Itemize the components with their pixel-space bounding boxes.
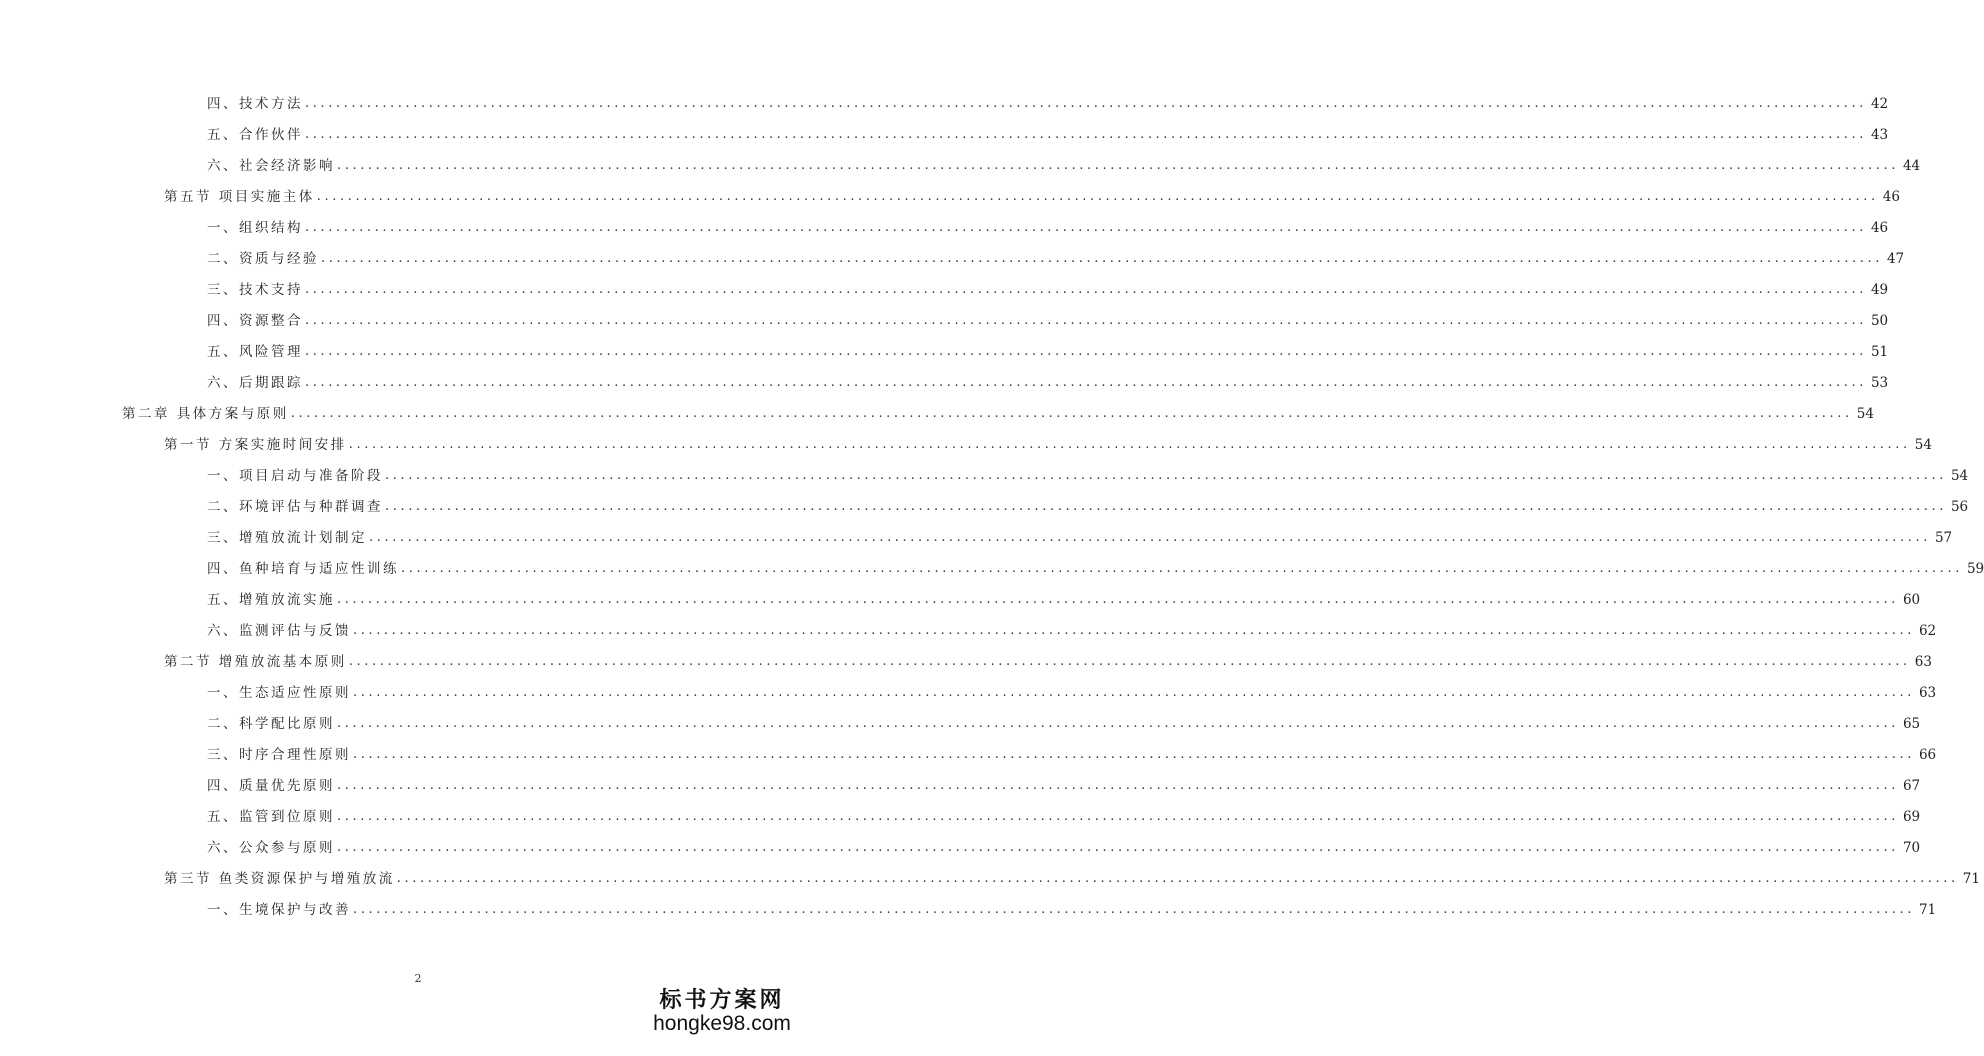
toc-entry-label: 第二节 增殖放流基本原则: [164, 654, 347, 670]
toc-entry-label: 一、项目启动与准备阶段: [207, 468, 383, 484]
watermark-logo: [642, 983, 802, 1036]
toc-entry[interactable]: [207, 586, 1921, 610]
toc-dot-leader: ..........................................................................................................................................................................................................: [353, 902, 1915, 917]
toc-entry-page: 43: [1870, 127, 1889, 143]
toc-entry-label: 四、鱼种培育与适应性训练: [207, 561, 399, 577]
toc-entry[interactable]: [207, 896, 1937, 920]
toc-entry[interactable]: [207, 834, 1921, 858]
toc-entry-page: 70: [1902, 840, 1921, 856]
toc-entry[interactable]: [207, 493, 1969, 517]
toc-entry-label: 五、风险管理: [207, 344, 303, 360]
toc-entry-label: 三、增殖放流计划制定: [207, 530, 367, 546]
toc-entry-label: 三、时序合理性原则: [207, 747, 351, 763]
toc-dot-leader: ..........................................................................................................................................................................................................: [337, 592, 1899, 607]
toc-dot-leader: ..........................................................................................................................................................................................................: [348, 437, 1911, 452]
toc-entry-label: 六、公众参与原则: [207, 840, 335, 856]
toc-dot-leader: ..........................................................................................................................................................................................................: [369, 530, 1931, 545]
toc-entry[interactable]: [207, 121, 1889, 145]
toc-entry-label: 第二章 具体方案与原则: [122, 406, 289, 422]
toc-entry[interactable]: [207, 245, 1905, 269]
toc-entry-page: 69: [1902, 809, 1921, 825]
toc-dot-leader: ..........................................................................................................................................................................................................: [337, 716, 1899, 731]
toc-entry-label: 五、合作伙伴: [207, 127, 303, 143]
toc-entry-page: 54: [1856, 406, 1874, 422]
toc-entry-page: 46: [1882, 189, 1900, 205]
toc-entry[interactable]: [207, 803, 1921, 827]
toc-entry-page: 53: [1870, 375, 1889, 391]
toc-entry-label: 六、社会经济影响: [207, 158, 335, 174]
toc-entry-label: 三、技术支持: [207, 282, 303, 298]
toc-entry-page: 51: [1870, 344, 1889, 360]
toc-entry[interactable]: [207, 524, 1953, 548]
toc-entry[interactable]: [164, 648, 1932, 672]
toc-dot-leader: ..........................................................................................................................................................................................................: [396, 871, 1959, 886]
toc-entry-page: 44: [1902, 158, 1921, 174]
toc-dot-leader: ..........................................................................................................................................................................................................: [305, 127, 1867, 142]
toc-entry-label: 一、生态适应性原则: [207, 685, 351, 701]
toc-entry[interactable]: [207, 462, 1969, 486]
toc-entry-page: 60: [1902, 592, 1921, 608]
toc-entry[interactable]: [207, 338, 1889, 362]
toc-dot-leader: ..........................................................................................................................................................................................................: [348, 654, 1911, 669]
toc-entry-label: 五、增殖放流实施: [207, 592, 335, 608]
toc-entry-label: 六、后期跟踪: [207, 375, 303, 391]
toc-dot-leader: ..........................................................................................................................................................................................................: [305, 282, 1867, 297]
toc-dot-leader: ..........................................................................................................................................................................................................: [385, 499, 1947, 514]
toc-dot-leader: ..........................................................................................................................................................................................................: [290, 406, 1853, 421]
toc-entry[interactable]: [207, 276, 1889, 300]
toc-entry-label: 六、监测评估与反馈: [207, 623, 351, 639]
toc-entry-page: 57: [1934, 530, 1953, 546]
toc-entry[interactable]: [207, 369, 1889, 393]
toc-entry-page: 49: [1870, 282, 1889, 298]
toc-entry-label: 二、科学配比原则: [207, 716, 335, 732]
toc-entry-label: 四、质量优先原则: [207, 778, 335, 794]
toc-entry-page: 63: [1914, 654, 1932, 670]
toc-entry-label: 四、资源整合: [207, 313, 303, 329]
toc-dot-leader: ..........................................................................................................................................................................................................: [305, 313, 1867, 328]
toc-entry[interactable]: [207, 710, 1921, 734]
toc-entry-label: 一、生境保护与改善: [207, 902, 351, 918]
toc-entry-page: 56: [1950, 499, 1969, 515]
toc-entry-page: 71: [1962, 871, 1980, 887]
toc-dot-leader: ..........................................................................................................................................................................................................: [337, 778, 1899, 793]
toc-entry[interactable]: [207, 307, 1889, 331]
toc-dot-leader: ..........................................................................................................................................................................................................: [401, 561, 1963, 576]
toc-dot-leader: ..........................................................................................................................................................................................................: [305, 96, 1867, 111]
toc-entry-label: 五、监管到位原则: [207, 809, 335, 825]
toc-entry-page: 62: [1918, 623, 1937, 639]
toc-dot-leader: ..........................................................................................................................................................................................................: [305, 375, 1867, 390]
toc-dot-leader: ..........................................................................................................................................................................................................: [353, 623, 1915, 638]
toc-entry-label: 第三节 鱼类资源保护与增殖放流: [164, 871, 395, 887]
toc-entry[interactable]: [122, 400, 1874, 424]
toc-entry-label: 二、资质与经验: [207, 251, 319, 267]
toc-entry-page: 47: [1886, 251, 1905, 267]
toc-entry[interactable]: [207, 152, 1921, 176]
toc-dot-leader: ..........................................................................................................................................................................................................: [353, 685, 1915, 700]
toc-entry[interactable]: [207, 90, 1889, 114]
toc-entry-page: 71: [1918, 902, 1937, 918]
toc-entry-label: 第五节 项目实施主体: [164, 189, 315, 205]
toc-dot-leader: ..........................................................................................................................................................................................................: [321, 251, 1883, 266]
toc-entry-page: 42: [1870, 96, 1889, 112]
toc-dot-leader: ..........................................................................................................................................................................................................: [385, 468, 1947, 483]
toc-entry[interactable]: [207, 772, 1921, 796]
toc-entry[interactable]: [207, 214, 1889, 238]
toc-dot-leader: ..........................................................................................................................................................................................................: [305, 220, 1867, 235]
toc-entry-page: 46: [1870, 220, 1889, 236]
toc-dot-leader: ..........................................................................................................................................................................................................: [337, 840, 1899, 855]
toc-entry-label: 四、技术方法: [207, 96, 303, 112]
toc-dot-leader: ..........................................................................................................................................................................................................: [316, 189, 1879, 204]
toc-entry-label: 第一节 方案实施时间安排: [164, 437, 347, 453]
watermark-domain: hongke98.com: [653, 1012, 791, 1035]
toc-entry[interactable]: [164, 431, 1932, 455]
toc-entry[interactable]: [164, 183, 1900, 207]
toc-entry-page: 65: [1902, 716, 1921, 732]
toc-dot-leader: ..........................................................................................................................................................................................................: [337, 158, 1899, 173]
toc-entry[interactable]: [207, 679, 1937, 703]
toc-entry[interactable]: [207, 741, 1937, 765]
toc-entry[interactable]: [164, 865, 1980, 889]
toc-entry-page: 54: [1950, 468, 1969, 484]
toc-entry-page: 67: [1902, 778, 1921, 794]
toc-entry-page: 50: [1870, 313, 1889, 329]
toc-entry-page: 54: [1914, 437, 1932, 453]
page-number: 2: [414, 972, 422, 985]
watermark-title: 标书方案网: [659, 987, 785, 1013]
toc-dot-leader: ..........................................................................................................................................................................................................: [337, 809, 1899, 824]
toc-entry[interactable]: [207, 617, 1937, 641]
toc-entry-label: 一、组织结构: [207, 220, 303, 236]
toc-entry-page: 63: [1918, 685, 1937, 701]
toc-entry[interactable]: [207, 555, 1984, 579]
toc-entry-page: 66: [1918, 747, 1937, 763]
toc-entry-label: 二、环境评估与种群调查: [207, 499, 383, 515]
toc-dot-leader: ..........................................................................................................................................................................................................: [305, 344, 1867, 359]
toc-entry-page: 59: [1966, 561, 1984, 577]
toc-dot-leader: ..........................................................................................................................................................................................................: [353, 747, 1915, 762]
